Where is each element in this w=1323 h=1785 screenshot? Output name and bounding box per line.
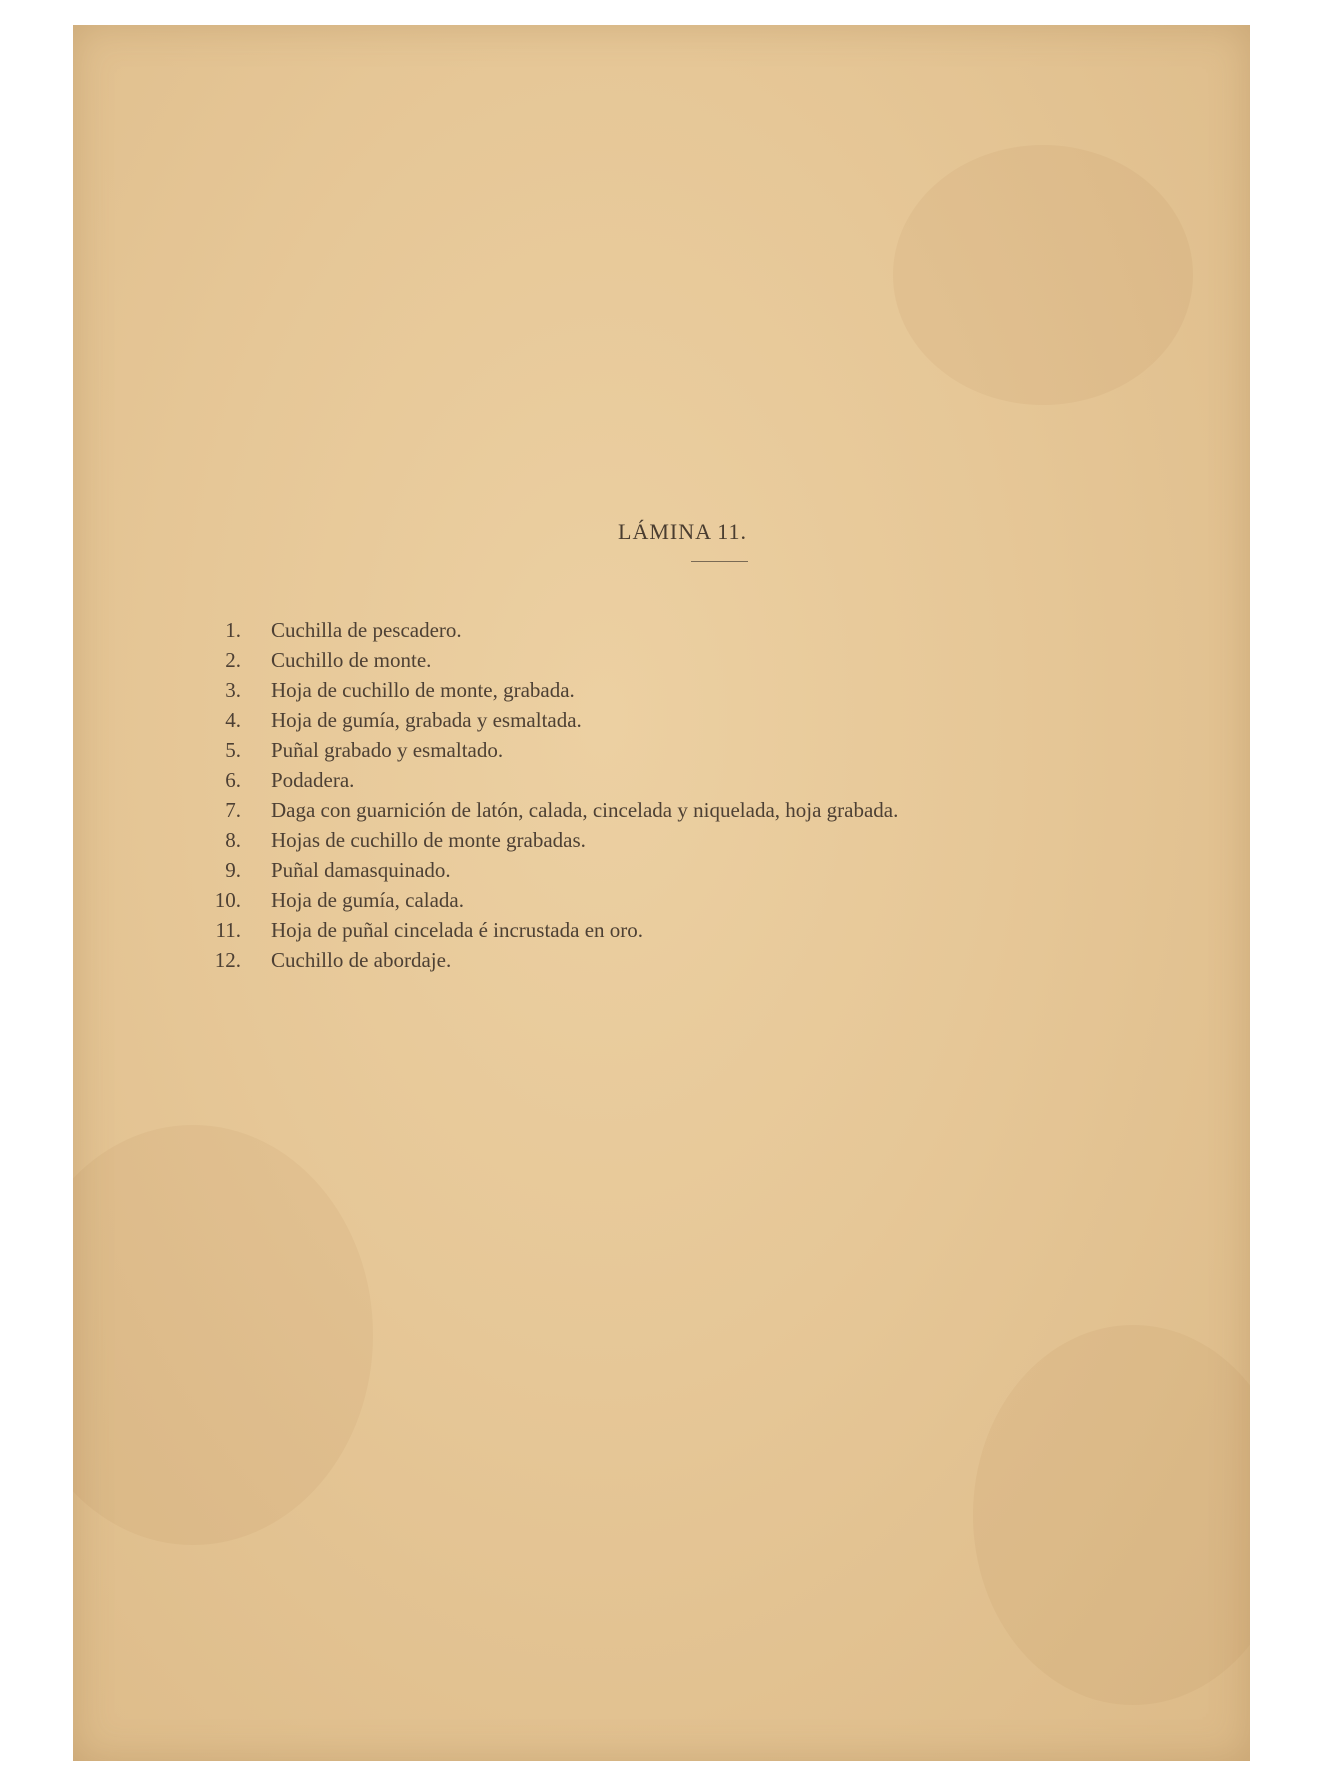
- plate-item-list: [151, 615, 898, 975]
- item-description: Podadera.: [271, 768, 355, 792]
- item-description: Cuchillo de monte.: [271, 648, 432, 672]
- list-item: [151, 825, 898, 855]
- item-description: Hoja de gumía, calada.: [271, 888, 464, 912]
- item-description: Cuchilla de pescadero.: [271, 618, 462, 642]
- item-number: 8.: [225, 828, 241, 852]
- list-item: [151, 705, 898, 735]
- list-item: [151, 855, 898, 885]
- item-description: Hoja de cuchillo de monte, grabada.: [271, 678, 575, 702]
- paper-stain: [893, 145, 1193, 405]
- list-item: [151, 615, 898, 645]
- paper-page: [73, 25, 1250, 1761]
- list-item: [151, 945, 898, 975]
- item-number: 9.: [225, 858, 241, 882]
- item-description: Puñal grabado y esmaltado.: [271, 738, 504, 762]
- list-item: [151, 735, 898, 765]
- item-description: Daga con guarnición de latón, calada, cincelada y niquelada, hoja grabada.: [271, 798, 899, 822]
- item-number: 7.: [225, 798, 241, 822]
- plate-title: LÁMINA 11.: [618, 519, 747, 544]
- title-underline: [691, 561, 748, 562]
- paper-stain: [973, 1325, 1250, 1705]
- list-item: [151, 645, 898, 675]
- list-item: [151, 885, 898, 915]
- paper-stain: [73, 1125, 373, 1545]
- item-number: 2.: [225, 648, 241, 672]
- item-description: Hoja de gumía, grabada y esmaltada.: [271, 708, 582, 732]
- list-item: [151, 765, 898, 795]
- list-item: [151, 795, 898, 825]
- list-item: [151, 675, 898, 705]
- item-number: 4.: [225, 708, 241, 732]
- item-number: 10.: [214, 888, 241, 912]
- item-description: Puñal damasquinado.: [271, 858, 451, 882]
- list-item: [151, 915, 898, 945]
- item-number: 11.: [215, 918, 241, 942]
- item-description: Cuchillo de abordaje.: [271, 948, 452, 972]
- item-number: 1.: [225, 618, 241, 642]
- item-number: 6.: [225, 768, 241, 792]
- item-number: 5.: [225, 738, 241, 762]
- item-description: Hojas de cuchillo de monte grabadas.: [271, 828, 586, 852]
- item-number: 12.: [214, 948, 241, 972]
- item-number: 3.: [225, 678, 241, 702]
- item-description: Hoja de puñal cincelada é incrustada en oro.: [271, 918, 644, 942]
